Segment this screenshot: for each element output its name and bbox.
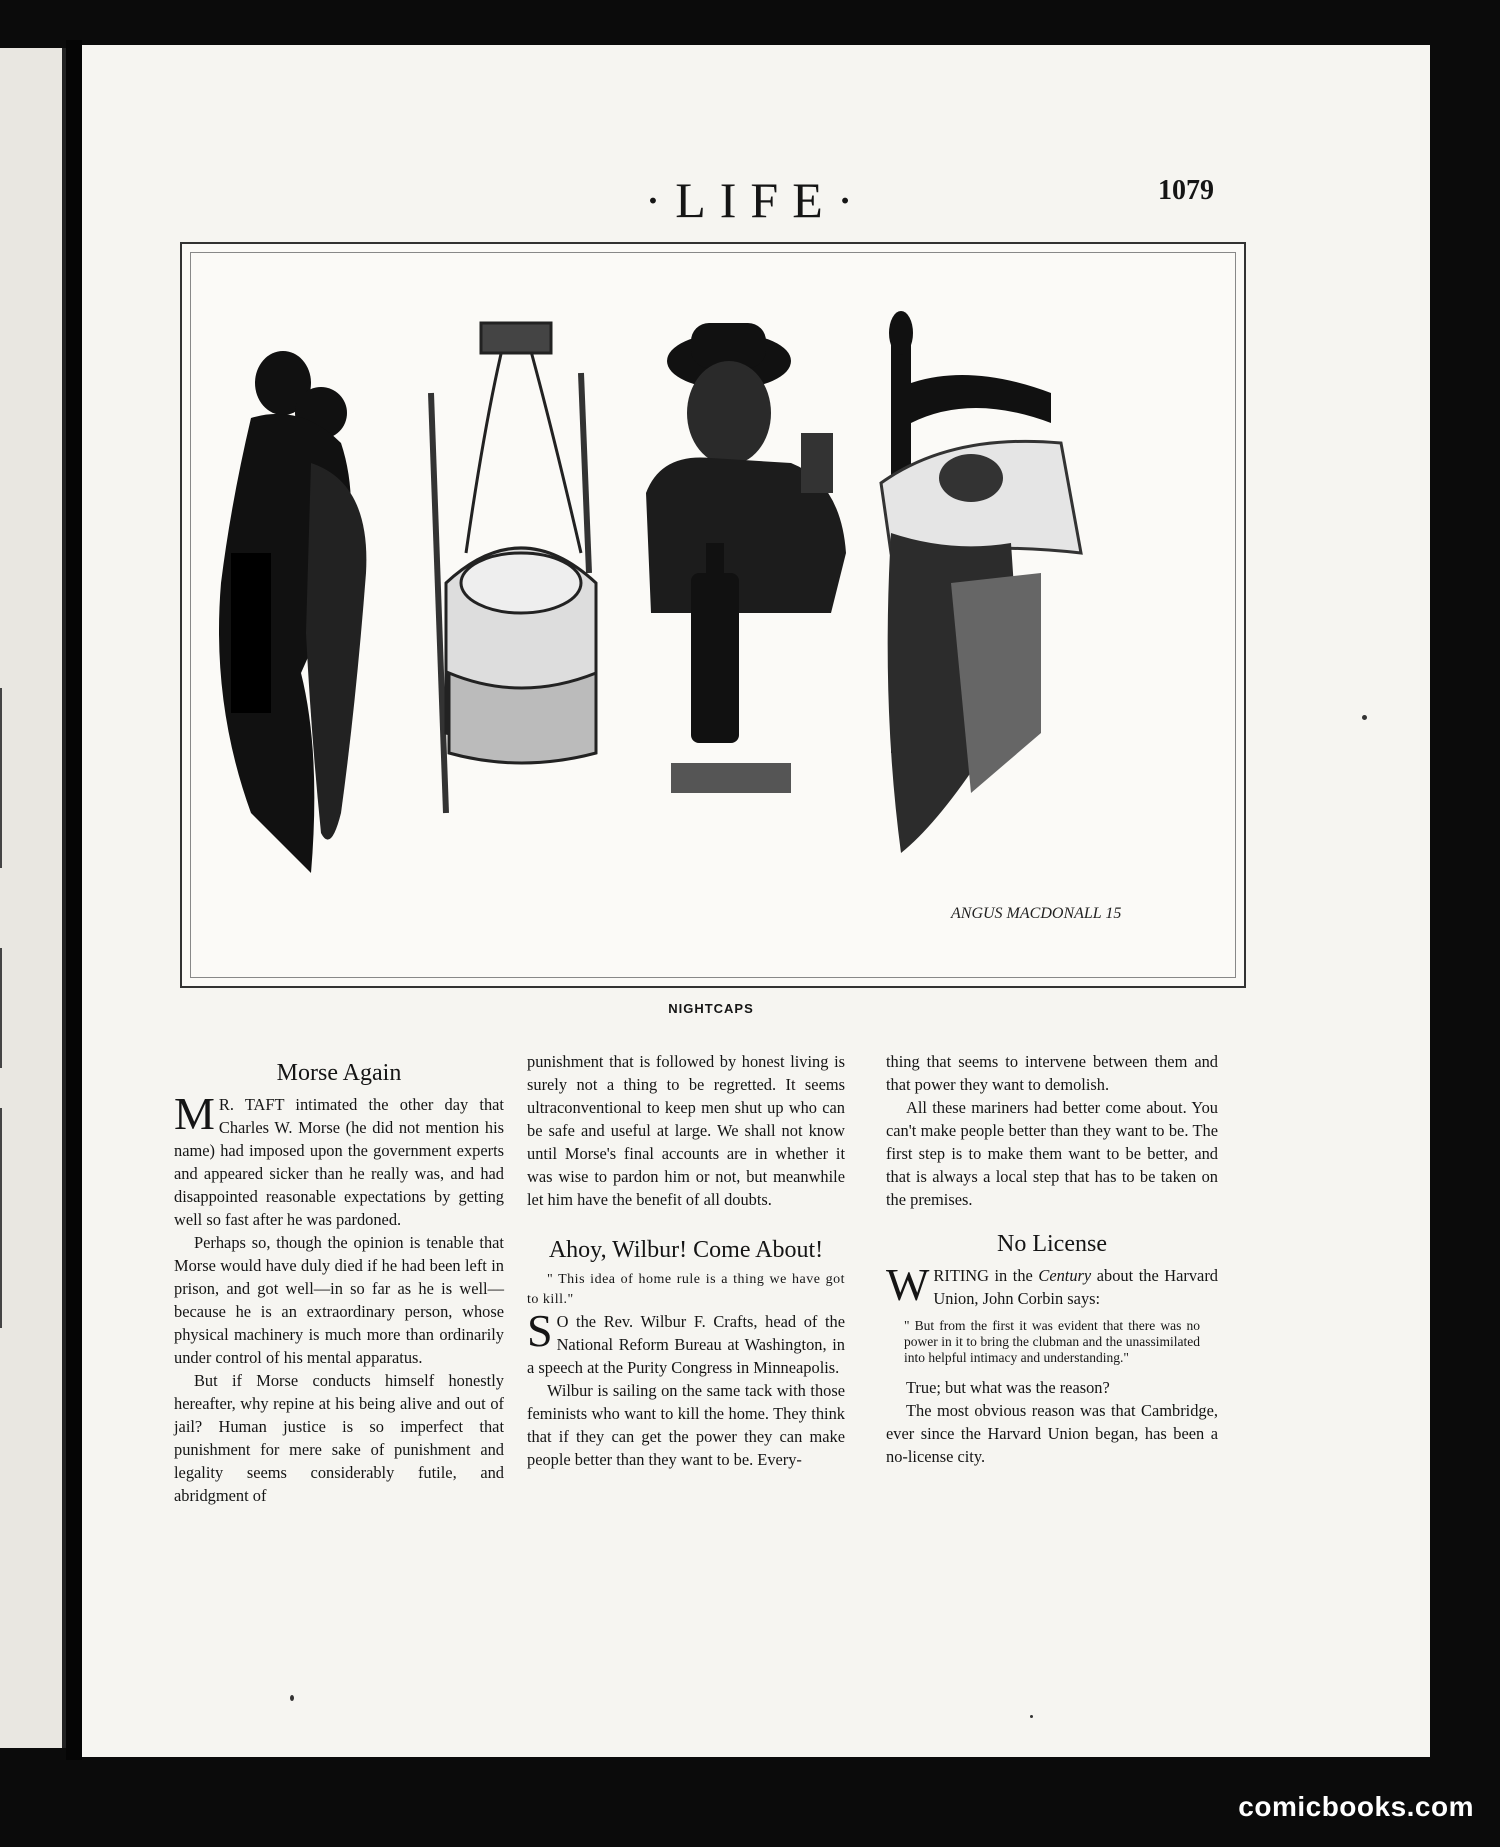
print-speck <box>290 1695 294 1701</box>
site-watermark: comicbooks.com <box>1238 1791 1474 1822</box>
column-three <box>886 1050 1218 1468</box>
drinker-figure <box>646 323 846 793</box>
license-paragraph-3: The most obvious reason was that Cambridge, ever since the Harvard Union began, has been a no-license city. <box>886 1401 1218 1466</box>
morse-dropcap: M <box>174 1088 215 1139</box>
page-number: 1079 <box>1158 175 1214 206</box>
license-heading: No License <box>997 1231 1107 1257</box>
illustration-drawing <box>191 253 1235 977</box>
morse-heading: Morse Again <box>276 1060 402 1086</box>
magazine-page <box>82 45 1430 1757</box>
print-speck <box>1362 715 1367 720</box>
illustration-caption: NIGHTCAPS <box>668 1001 754 1016</box>
print-speck <box>1030 1715 1033 1718</box>
corbin-quote: " But from the first it was evident that there was no power in it to bring the clubman and the unassimilated into helpful intimacy and understanding." <box>904 1318 1200 1365</box>
book-gutter <box>66 40 82 1760</box>
artist-signature: ANGUS MACDONALL 15 <box>951 905 1122 922</box>
cradle-figure <box>431 323 596 813</box>
wilbur-paragraph-4: All these mariners had better come about. You can't make people better than they want to be. The first step is to make them want to be better, and that is always a local step that has to be taken on the premises. <box>886 1098 1218 1209</box>
masthead-title: ·LIFE· <box>644 172 868 228</box>
bed-figure <box>881 311 1081 853</box>
license-paragraph-2: True; but what was the reason? <box>906 1378 1110 1397</box>
nightcaps-illustration <box>180 242 1246 988</box>
facing-page-edge <box>0 48 66 1748</box>
century-title: Century <box>1038 1266 1092 1285</box>
license-paragraph-1b: about the Harvard Union, John Corbin says: <box>933 1266 1218 1308</box>
morse-paragraph-3: But if Morse conducts himself honestly hereafter, why repine at his being alive and out of jail? Human justice is so imperfect that punishment for mere sake of punishment and legality seems considerably futile, and abridgment of <box>174 1371 504 1505</box>
license-paragraph-1a: RITING in the <box>933 1266 1039 1285</box>
morse-paragraph-2: Perhaps so, though the opinion is tenable that Morse would have duly died if he had been left in prison, and got well—in so far as he is well—because he is an extraordinary person, whose physical machinery is much more than ordinarily under control of his mental apparatus. <box>174 1233 504 1367</box>
couple-figure <box>219 351 366 873</box>
morse-paragraph-1: R. TAFT intimated the other day that Charles W. Morse (he did not mention his name) had imposed upon the government experts and appeared sicker than he really was, and had disappointed reasonable expectations by getting well so fast after he was pardoned. <box>174 1095 504 1229</box>
wilbur-heading: Ahoy, Wilbur! Come About! <box>548 1237 824 1263</box>
wilbur-dropcap: S <box>527 1305 553 1356</box>
license-dropcap: W <box>886 1259 930 1310</box>
wilbur-epigraph: " This idea of home rule is a thing we have got to kill." <box>527 1272 845 1307</box>
column-one <box>174 1050 504 1507</box>
wilbur-paragraph-3: thing that seems to intervene between them and that power they want to demolish. <box>886 1052 1218 1094</box>
wilbur-paragraph-2: Wilbur is sailing on the same tack with those feminists who want to kill the home. They think that if they can get the power they can make people better than they want to be. Every- <box>527 1381 845 1469</box>
morse-paragraph-4: punishment that is followed by honest living is surely not a thing to be regretted. It seems ultraconventional to keep men shut up who can be safe and useful at large. We shall not know until Morse's final accounts are in whether it was wise to pardon him or not, but meanwhile let him have the benefit of all doubts. <box>527 1052 845 1209</box>
column-two <box>527 1050 845 1471</box>
wilbur-paragraph-1: O the Rev. Wilbur F. Crafts, head of the National Reform Bureau at Washington, in a speech at the Purity Congress in Minneapolis. <box>527 1312 845 1377</box>
